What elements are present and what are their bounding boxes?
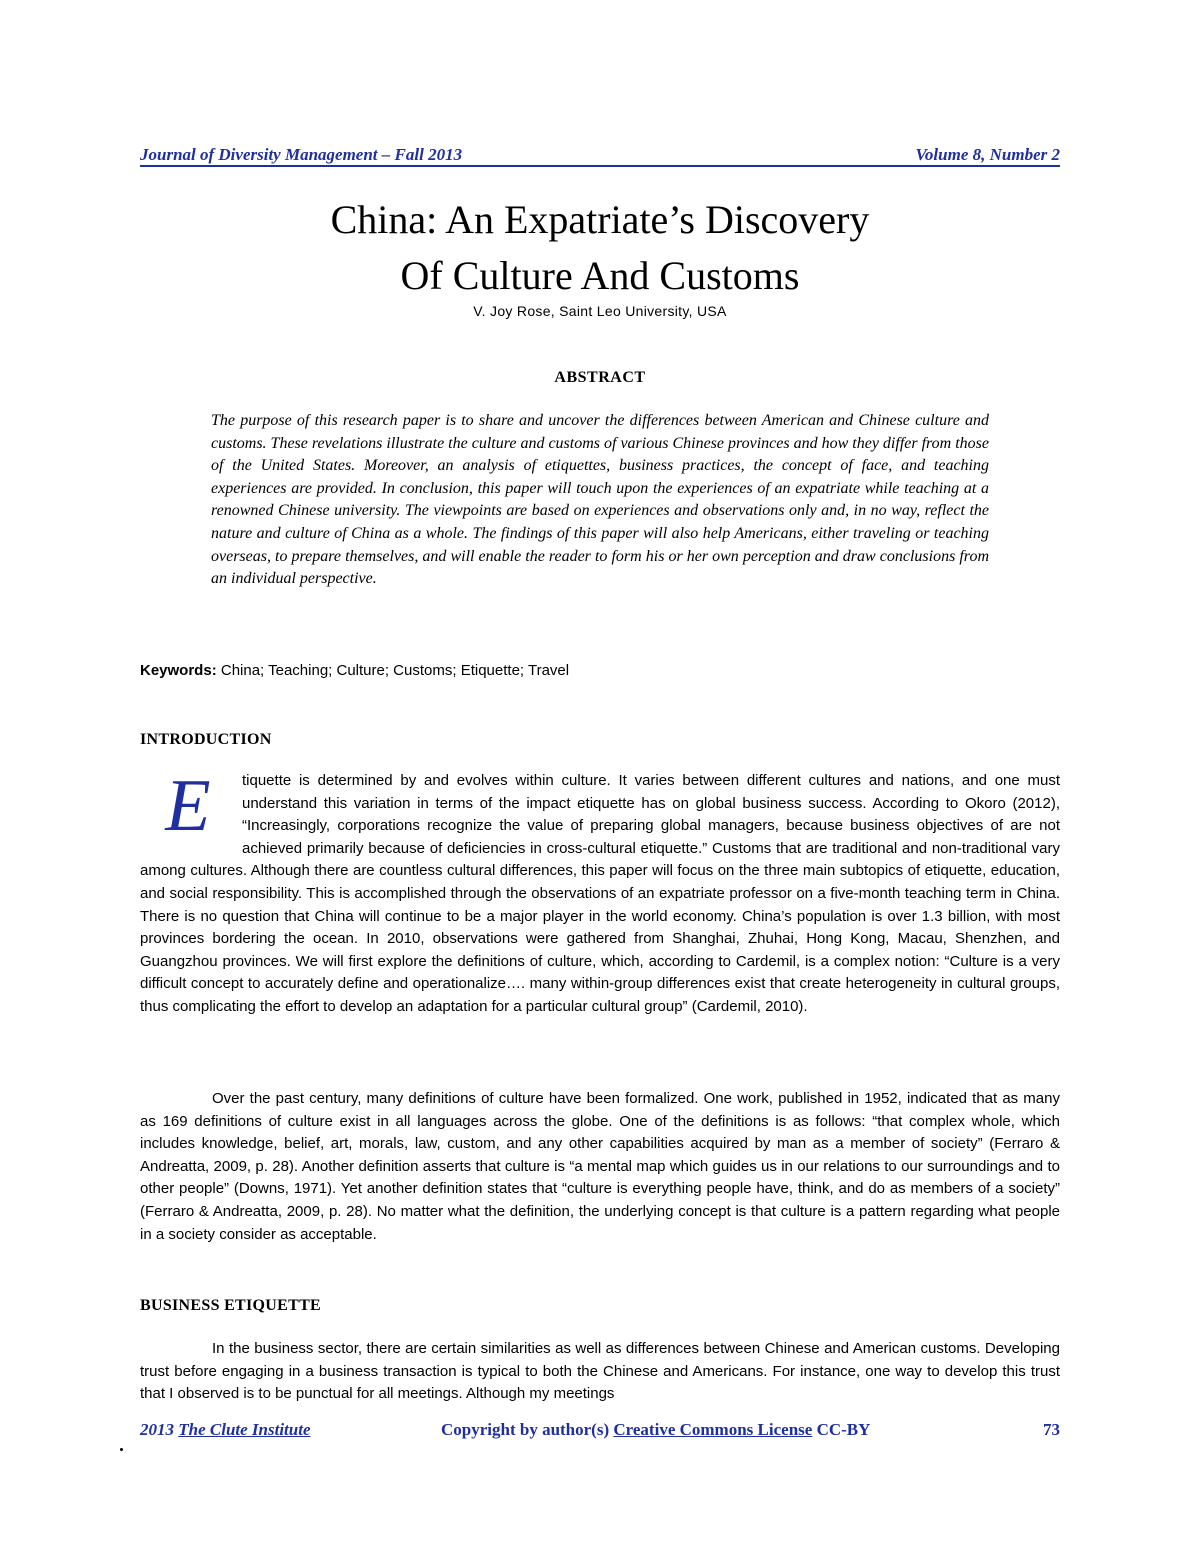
dropcap-letter: E bbox=[165, 772, 211, 838]
paper-title bbox=[140, 192, 1060, 304]
journal-name: Journal of Diversity Management – Fall 2013 bbox=[140, 145, 463, 164]
publisher-link[interactable]: The Clute Institute bbox=[178, 1420, 311, 1439]
footer-publisher bbox=[140, 1420, 311, 1440]
page-number: 73 bbox=[1043, 1420, 1060, 1439]
keywords bbox=[140, 662, 1060, 679]
volume-number: Volume 8, Number 2 bbox=[915, 145, 1060, 164]
introduction-paragraph-1 bbox=[140, 770, 1060, 1019]
stray-dot bbox=[120, 1448, 123, 1451]
page-footer bbox=[140, 1420, 1060, 1442]
abstract-heading: ABSTRACT bbox=[554, 369, 646, 386]
author-affiliation: V. Joy Rose, Saint Leo University, USA bbox=[473, 303, 727, 319]
keywords-label: Keywords: bbox=[140, 662, 217, 679]
keywords-values: China; Teaching; Culture; Customs; Etiquette; Travel bbox=[220, 662, 570, 679]
abstract-text: The purpose of this research paper is to share and uncover the differences between American and Chinese culture and customs. These revelations illustrate the culture and customs of various Chinese provinces and how they differ from those of the United States. Moreover, an analysis of etiquettes, business practices, the concept of face, and teaching experiences are provided. In conclusion, this paper will touch upon the experiences of an expatriate while teaching at a renowned Chinese university. The viewpoints are based on experiences and observations only and, in no way, reflect the nature and culture of China as a whole. The findings of this paper will also help Americans, either traveling or teaching overseas, to prepare themselves, and will enable the reader to form his or her own perception and draw conclusions from an individual perspective. bbox=[211, 412, 989, 588]
running-header bbox=[140, 145, 1060, 167]
business-etiquette-heading: BUSINESS ETIQUETTE bbox=[140, 1297, 322, 1314]
dropcap-e-icon bbox=[140, 772, 236, 838]
license-suffix: CC-BY bbox=[812, 1420, 871, 1439]
footer-year: 2013 bbox=[140, 1420, 179, 1439]
title-line-1: China: An Expatriate’s Discovery bbox=[330, 197, 870, 242]
copyright-text: Copyright by author(s) bbox=[441, 1420, 614, 1439]
business-etiquette-paragraph-1: In the business sector, there are certain similarities as well as differences between Chinese and American customs. Developing trust before engaging in a business transaction is typical to both the Chinese and Americans. For instance, one way to develop this trust that I observed is to be punctual for all meetings. Although my meetings bbox=[140, 1340, 1060, 1403]
footer-copyright bbox=[441, 1420, 870, 1440]
introduction-heading: INTRODUCTION bbox=[140, 731, 272, 748]
license-link[interactable]: Creative Commons License bbox=[613, 1420, 813, 1439]
introduction-paragraph-2: Over the past century, many definitions of culture have been formalized. One work, published in 1952, indicated that as many as 169 definitions of culture exist in all languages across the globe. One of the definitions is as follows: “that complex whole, which includes knowledge, belief, art, morals, law, custom, and any other capabilities acquired by man as a member of society” (Ferraro & Andreatta, 2009, p. 28). Another definition asserts that culture is “a mental map which guides us in our relations to our surroundings and to other people” (Downs, 1971). Yet another definition states that “culture is everything people have, think, and do as members of a society” (Ferraro & Andreatta, 2009, p. 28). No matter what the definition, the underlying concept is that culture is a pattern regarding what people in a society consider as acceptable. bbox=[140, 1090, 1060, 1243]
title-line-2: Of Culture And Customs bbox=[400, 253, 800, 298]
introduction-text-1: tiquette is determined by and evolves within culture. It varies between different cultures and nations, and one must understand this variation in terms of the impact etiquette has on global business success. According to Okoro (2012), “Increasingly, corporations recognize the value of preparing global managers, because business objectives of are not achieved primarily because of deficiencies in cross-cultural etiquette.” Customs that are traditional and non-traditional vary among cultures. Although there are countless cultural differences, this paper will focus on the three main subtopics of etiquette, education, and social responsibility. This is accomplished through the observations of an expatriate professor on a five-month teaching term in China. There is no question that China will continue to be a major player in the world economy. China’s population is over 1.3 billion, with most provinces bordering the ocean. In 2010, observations were gathered from Shanghai, Zhuhai, Hong Kong, Macau, Shenzhen, and Guangzhou provinces. We will first explore the definitions of culture, which, according to Cardemil, is a complex notion: “Culture is a very difficult concept to accurately define and operationalize…. many within-group differences exist that create heterogeneity in cultural groups, thus complicating the effort to develop an adaptation for a particular cultural group” (Cardemil, 2010). bbox=[140, 772, 1060, 1015]
